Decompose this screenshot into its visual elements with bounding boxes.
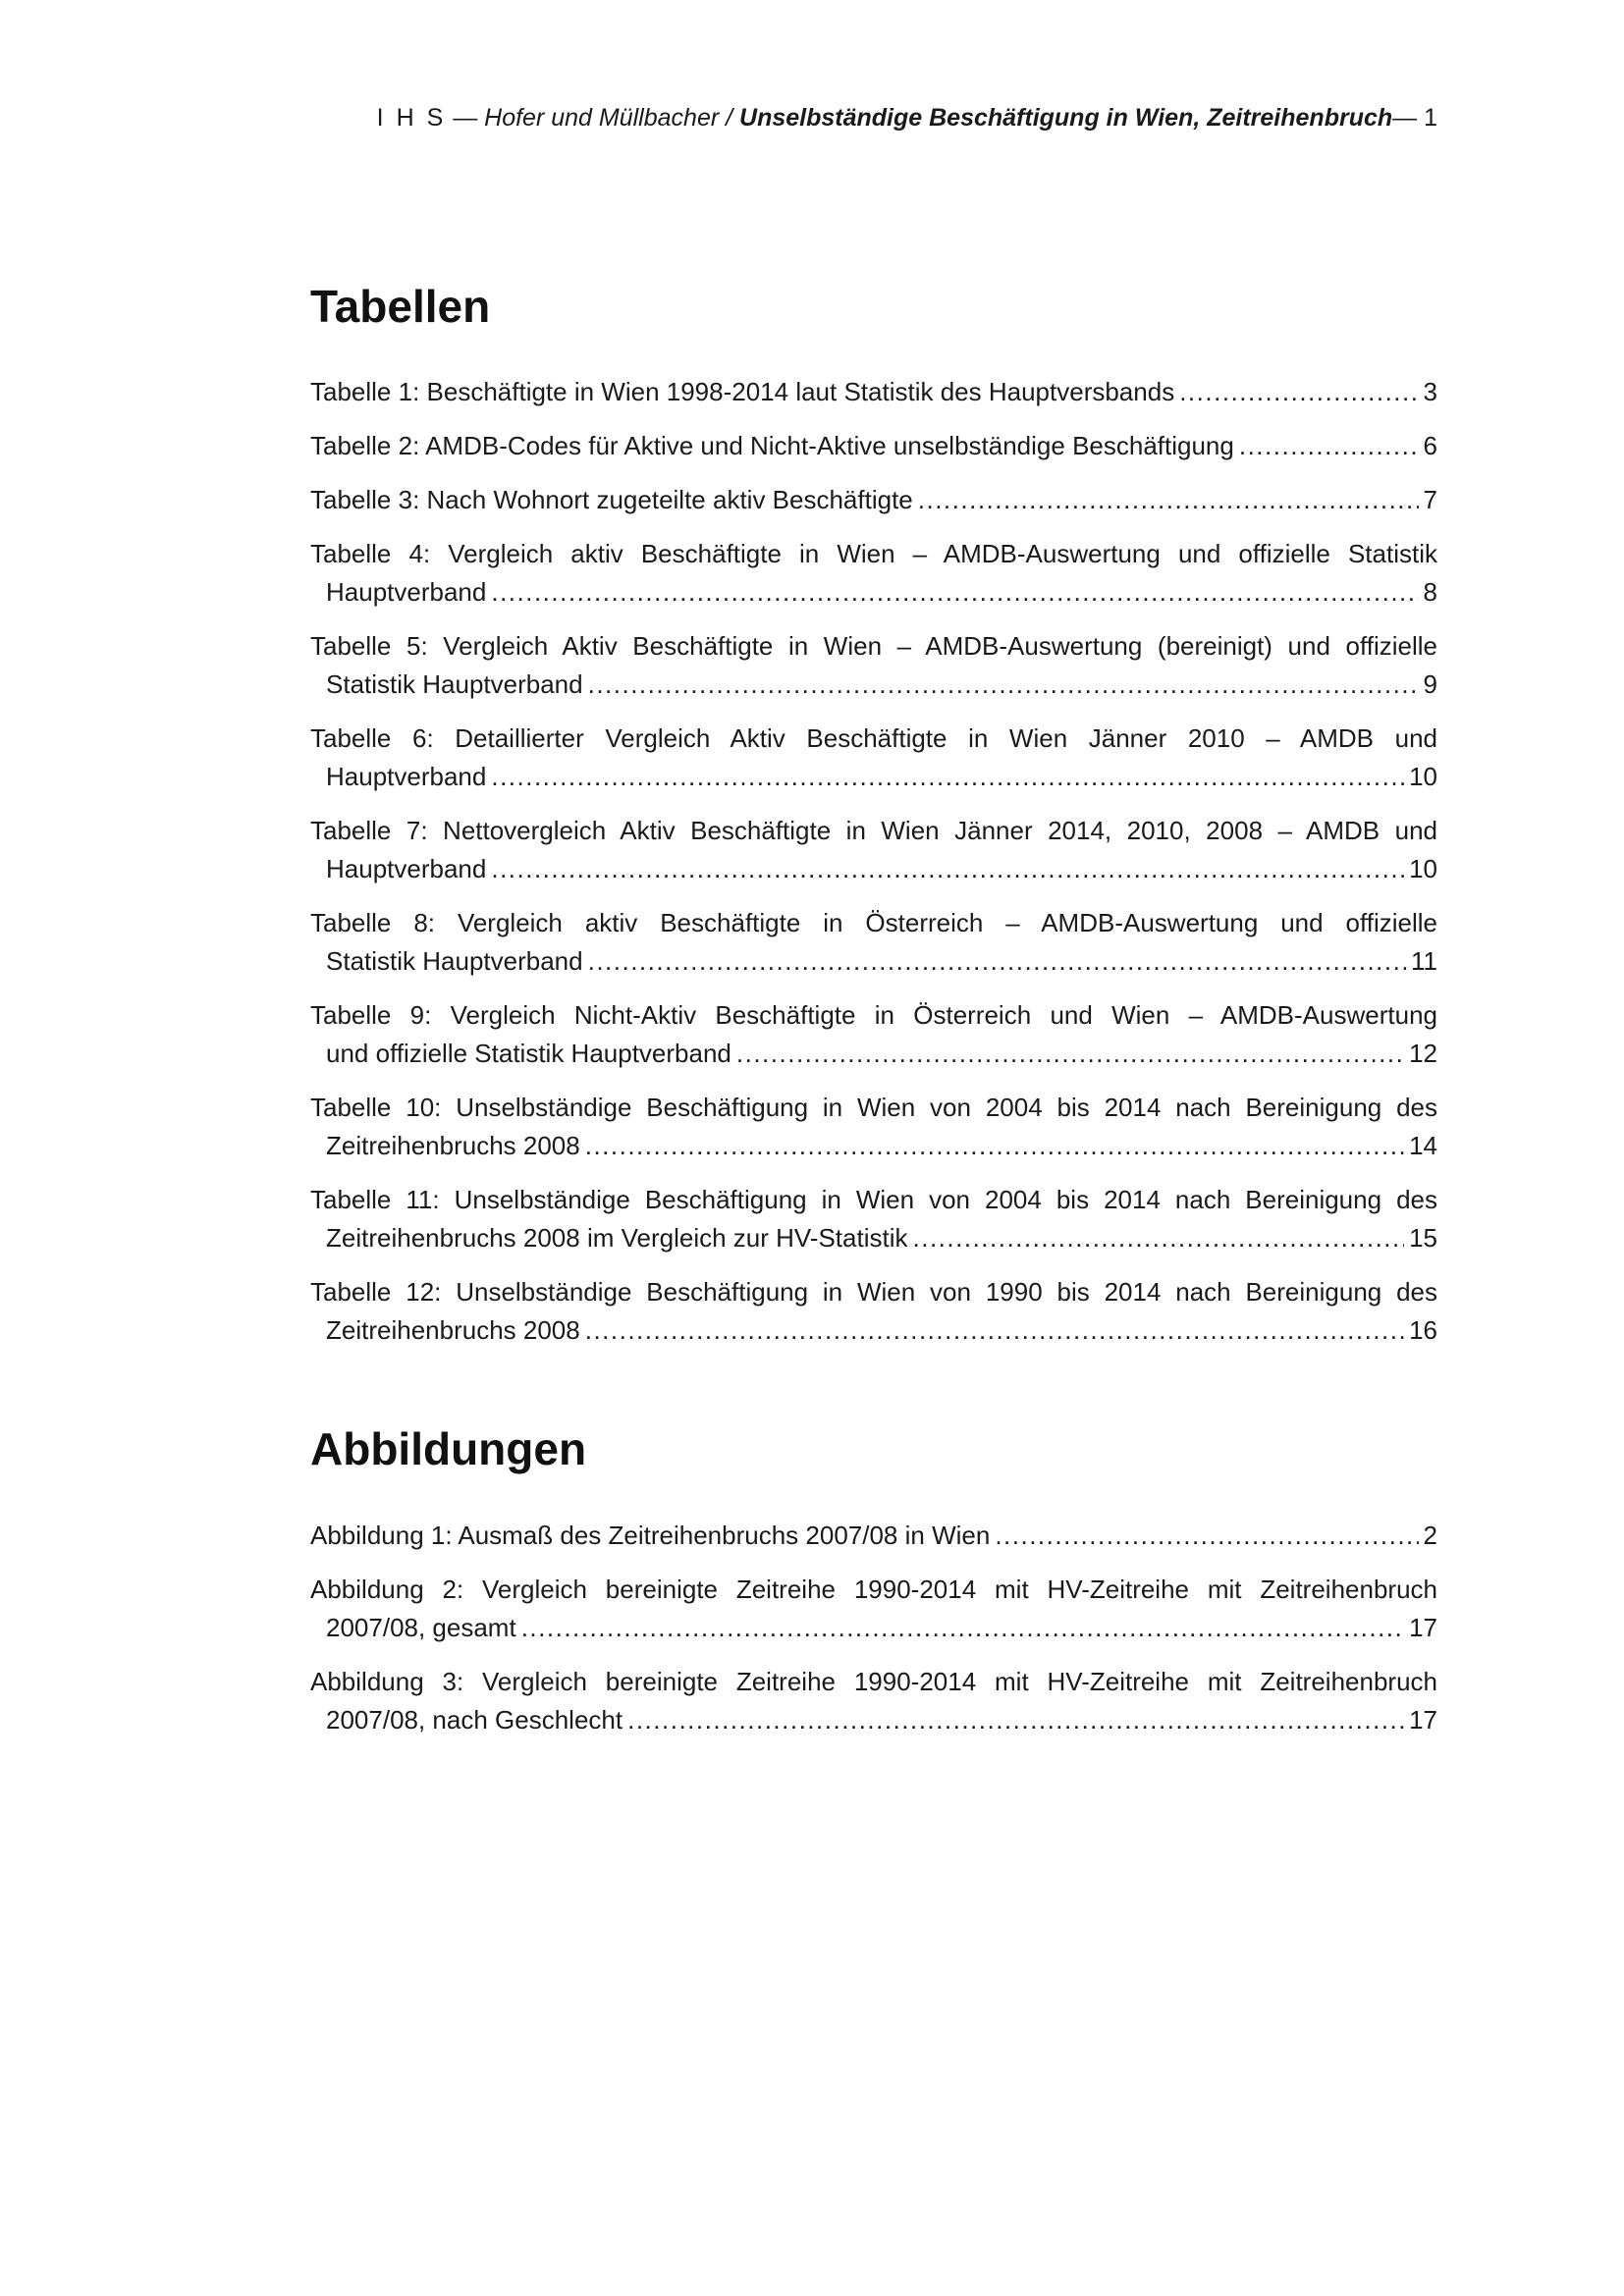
toc-leader <box>491 850 1404 888</box>
toc-entry-table-3[interactable] <box>310 481 1437 519</box>
toc-entry-text-continued: Hauptverband <box>326 854 487 883</box>
toc-leader <box>585 1127 1404 1165</box>
toc-entry-text-continued: Hauptverband <box>326 762 487 791</box>
toc-leader <box>736 1035 1404 1073</box>
toc-entry-text-continued: 2007/08, gesamt <box>326 1613 516 1642</box>
toc-entry-text: Tabelle 11: Unselbständige Beschäftigung in Wien von 2004 bis 2014 nach Bereinigung des <box>310 1185 1437 1214</box>
toc-entry-table-2[interactable] <box>310 427 1437 465</box>
toc-page-number: 10 <box>1409 762 1437 791</box>
toc-leader <box>913 1219 1405 1257</box>
toc-entry-text: Tabelle 5: Vergleich Aktiv Beschäftigte in Wien – AMDB-Auswertung (bereinigt) und offizielle <box>310 631 1437 661</box>
toc-entry-text-continued: Statistik Hauptverband <box>326 946 583 976</box>
toc-entry-table-11[interactable] <box>310 1181 1437 1257</box>
toc-entry-text: Tabelle 12: Unselbständige Beschäftigung in Wien von 1990 bis 2014 nach Bereinigung des <box>310 1277 1437 1307</box>
toc-leader <box>627 1701 1404 1739</box>
toc-leader <box>588 942 1406 981</box>
toc-entry-text: Tabelle 4: Vergleich aktiv Beschäftigte in Wien – AMDB-Auswertung und offizielle Statistik <box>310 539 1437 568</box>
toc-entry-text: Tabelle 2: AMDB-Codes für Aktive und Nicht-Aktive unselbständige Beschäftigung <box>310 431 1234 460</box>
toc-page-number: 11 <box>1411 946 1437 976</box>
figures-toc-list <box>310 1517 1437 1755</box>
toc-leader <box>491 758 1404 796</box>
toc-entry-text: Abbildung 2: Vergleich bereinigte Zeitreihe 1990-2014 mit HV-Zeitreihe mit Zeitreihenbruch <box>310 1575 1437 1604</box>
header-org: I H S <box>376 104 447 132</box>
toc-entry-table-4[interactable] <box>310 535 1437 612</box>
toc-entry-text-continued: Zeitreihenbruchs 2008 <box>326 1315 580 1345</box>
toc-entry-text-continued: Zeitreihenbruchs 2008 im Vergleich zur HV-Statistik <box>326 1223 908 1253</box>
toc-entry-text: Tabelle 6: Detaillierter Vergleich Aktiv Beschäftigte in Wien Jänner 2010 – AMDB und <box>310 723 1437 753</box>
toc-entry-table-5[interactable] <box>310 627 1437 704</box>
toc-entry-table-10[interactable] <box>310 1089 1437 1165</box>
toc-entry-text: Abbildung 1: Ausmaß des Zeitreihenbruchs 2007/08 in Wien <box>310 1521 991 1550</box>
tables-heading: Tabellen <box>310 281 491 332</box>
toc-page-number: 14 <box>1409 1131 1437 1160</box>
toc-leader <box>995 1517 1418 1555</box>
tables-toc-list <box>310 373 1437 1365</box>
toc-leader <box>1239 427 1419 465</box>
toc-entry-text: Tabelle 3: Nach Wohnort zugeteilte aktiv Beschäftigte <box>310 485 913 514</box>
running-header <box>310 102 1437 133</box>
toc-entry-text-continued: und offizielle Statistik Hauptverband <box>326 1039 731 1068</box>
toc-page-number: 3 <box>1423 377 1437 406</box>
toc-entry-text: Tabelle 8: Vergleich aktiv Beschäftigte in Österreich – AMDB-Auswertung und offizielle <box>310 908 1437 937</box>
toc-entry-table-8[interactable] <box>310 904 1437 981</box>
toc-entry-table-9[interactable] <box>310 996 1437 1073</box>
figures-heading: Abbildungen <box>310 1423 587 1474</box>
toc-page-number: 12 <box>1409 1039 1437 1068</box>
toc-page-number: 10 <box>1409 854 1437 883</box>
toc-entry-figure-3[interactable] <box>310 1663 1437 1739</box>
toc-page-number: 17 <box>1409 1613 1437 1642</box>
toc-leader <box>491 573 1418 612</box>
header-title: Unselbständige Beschäftigung in Wien, Zeitreihenbruch <box>739 104 1393 132</box>
toc-entry-text: Tabelle 9: Vergleich Nicht-Aktiv Beschäftigte in Österreich und Wien – AMDB-Auswertung <box>310 1000 1437 1030</box>
toc-page-number: 9 <box>1423 669 1437 699</box>
toc-entry-text-continued: Statistik Hauptverband <box>326 669 583 699</box>
toc-entry-text-continued: Zeitreihenbruchs 2008 <box>326 1131 580 1160</box>
toc-entry-table-1[interactable] <box>310 373 1437 411</box>
toc-entry-text-continued: 2007/08, nach Geschlecht <box>326 1705 623 1735</box>
toc-entry-figure-2[interactable] <box>310 1571 1437 1647</box>
toc-leader <box>588 666 1419 704</box>
toc-page-number: 8 <box>1423 577 1437 607</box>
toc-leader <box>585 1311 1404 1350</box>
toc-entry-text: Tabelle 7: Nettovergleich Aktiv Beschäftigte in Wien Jänner 2014, 2010, 2008 – AMDB und <box>310 816 1437 845</box>
toc-entry-text: Tabelle 10: Unselbständige Beschäftigung in Wien von 2004 bis 2014 nach Bereinigung des <box>310 1093 1437 1122</box>
toc-page-number: 15 <box>1409 1223 1437 1253</box>
toc-page-number: 17 <box>1409 1705 1437 1735</box>
toc-entry-table-7[interactable] <box>310 812 1437 888</box>
toc-page-number: 6 <box>1423 431 1437 460</box>
header-authors: Hofer und Müllbacher / <box>484 104 740 132</box>
header-separator-2: — <box>1392 104 1425 132</box>
header-separator: — <box>446 104 485 132</box>
toc-entry-text: Abbildung 3: Vergleich bereinigte Zeitreihe 1990-2014 mit HV-Zeitreihe mit Zeitreihenbruch <box>310 1667 1437 1696</box>
toc-entry-text: Tabelle 1: Beschäftigte in Wien 1998-2014 laut Statistik des Hauptversbands <box>310 377 1175 406</box>
toc-page-number: 16 <box>1409 1315 1437 1345</box>
toc-entry-table-12[interactable] <box>310 1273 1437 1350</box>
header-page-number: 1 <box>1424 104 1437 132</box>
toc-page-number: 2 <box>1423 1521 1437 1550</box>
toc-leader <box>521 1609 1404 1647</box>
toc-page-number: 7 <box>1423 485 1437 514</box>
toc-entry-text-continued: Hauptverband <box>326 577 487 607</box>
toc-entry-table-6[interactable] <box>310 720 1437 796</box>
toc-leader <box>1179 373 1418 411</box>
toc-entry-figure-1[interactable] <box>310 1517 1437 1555</box>
toc-leader <box>918 481 1419 519</box>
